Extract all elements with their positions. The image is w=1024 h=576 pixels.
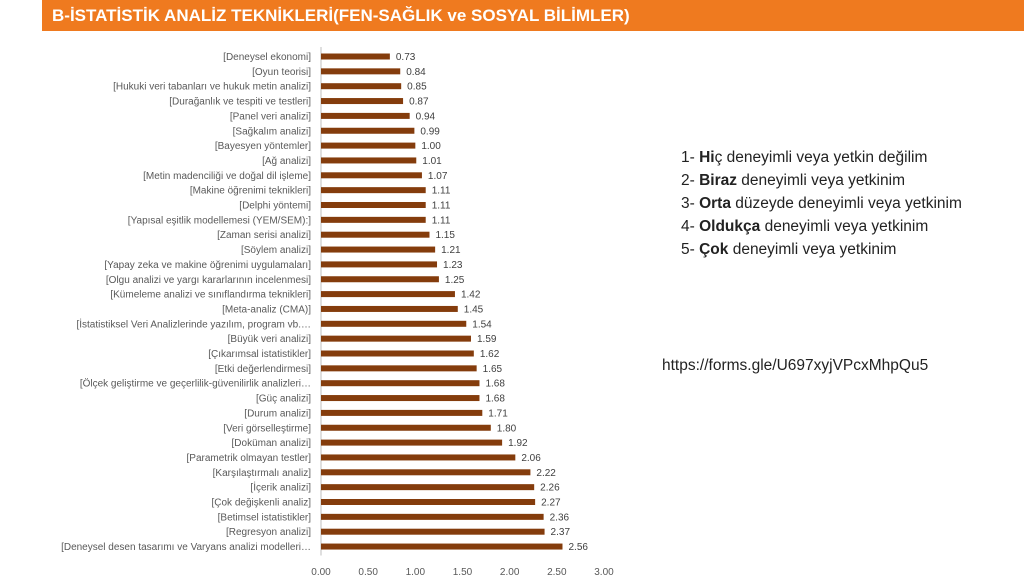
category-label: [Betimsel istatistikler] (217, 512, 311, 524)
category-label: [Makine öğrenimi teknikleri] (189, 185, 311, 197)
data-label: 2.37 (550, 527, 571, 539)
category-label: [Deneysel desen tasarımı ve Varyans analizi modelleri… (61, 542, 311, 554)
x-tick-label: 2.50 (547, 567, 567, 576)
x-tick-label: 1.50 (452, 567, 473, 576)
data-label: 0.87 (409, 96, 429, 108)
bar (321, 113, 410, 119)
bar (321, 351, 474, 357)
category-label: [Güç analizi] (255, 393, 311, 405)
data-label: 1.54 (472, 319, 492, 331)
bar (321, 128, 414, 134)
bar-chart (0, 40, 630, 576)
bar (321, 217, 426, 223)
data-label: 1.68 (485, 393, 505, 405)
bar (321, 202, 426, 208)
bar (321, 291, 455, 297)
data-label: 2.56 (568, 542, 588, 554)
category-label: [Hukuki veri tabanları ve hukuk metin analizi] (113, 81, 311, 93)
legend-item-3: 3- Orta düzeyde deneyimli veya yetkinim (681, 195, 962, 212)
data-label: 1.65 (482, 363, 503, 375)
bar (321, 306, 458, 312)
data-label: 1.21 (441, 245, 461, 257)
category-label: [Delphi yöntemi] (239, 200, 311, 212)
legend-item-5: 5- Çok deneyimli veya yetkinim (681, 241, 897, 258)
bar (321, 187, 426, 193)
category-label: [Durum analizi] (244, 408, 311, 420)
bar (321, 484, 534, 490)
category-label: [Ağ analizi] (262, 155, 311, 167)
bar (321, 83, 401, 89)
page-title: B-İSTATİSTİK ANALİZ TEKNİKLERİ(FEN-SAĞLIK ve SOSYAL BİLİMLER) (52, 6, 630, 25)
data-label: 1.11 (431, 185, 451, 197)
data-label: 1.92 (508, 438, 528, 450)
category-label: [Yapay zeka ve makine öğrenimi uygulamaları] (104, 259, 311, 271)
bar (321, 440, 502, 446)
category-label: [Deneysel ekonomi] (223, 52, 311, 63)
data-label: 1.68 (485, 378, 505, 390)
legend-item-4: 4- Oldukça deneyimli veya yetkinim (681, 218, 929, 235)
data-label: 1.59 (476, 334, 497, 346)
data-label: 1.11 (431, 200, 451, 212)
bar (321, 54, 390, 60)
x-tick-label: 3.00 (594, 567, 614, 576)
category-label: [Etki değerlendirmesi] (214, 363, 311, 375)
data-label: 0.94 (415, 111, 436, 123)
bar (321, 514, 544, 520)
data-label: 1.15 (435, 230, 455, 242)
category-label: [Metin madenciliği ve doğal dil işleme] (143, 170, 311, 182)
x-tick-label: 0.00 (311, 567, 331, 576)
bar (321, 68, 400, 74)
data-label: 0.85 (407, 81, 427, 93)
category-label: [Ölçek geliştirme ve geçerlilik-güvenilirlik analizleri… (79, 378, 311, 390)
category-label: [Meta-analiz (CMA)] (222, 304, 311, 316)
data-label: 1.42 (460, 289, 481, 301)
rating-legend (681, 146, 962, 261)
data-label: 1.23 (443, 259, 463, 271)
category-label: [Sağkalım analizi] (232, 126, 311, 138)
bar (321, 336, 471, 342)
data-label: 1.45 (463, 304, 484, 316)
bar (321, 395, 479, 401)
category-label: [Büyük veri analizi] (227, 334, 311, 346)
data-label: 1.80 (496, 423, 517, 435)
data-label: 2.27 (541, 497, 561, 509)
bar (321, 469, 530, 475)
bar (321, 321, 466, 327)
bar (321, 544, 562, 550)
bar (321, 143, 415, 149)
bar (321, 98, 403, 104)
data-label: 2.22 (536, 467, 556, 479)
category-label: [İstatistiksel Veri Analizlerinde yazılım, program vb.… (76, 319, 311, 331)
category-label: [Regresyon analizi] (225, 527, 311, 539)
bar (321, 247, 435, 253)
category-label: [Panel veri analizi] (229, 111, 311, 123)
data-label: 2.06 (521, 452, 541, 464)
data-label: 1.25 (444, 274, 465, 286)
data-label: 2.26 (540, 482, 560, 494)
x-tick-label: 0.50 (358, 567, 378, 576)
data-label: 1.11 (431, 215, 451, 227)
bar (321, 499, 535, 505)
bar (321, 276, 439, 282)
bar (321, 454, 515, 460)
data-label: 0.84 (406, 66, 426, 78)
category-label: [Doküman analizi] (231, 438, 311, 450)
legend-item-2: 2- Biraz deneyimli veya yetkinim (681, 172, 905, 189)
bar (321, 261, 437, 267)
category-label: [Veri görselleştirme] (223, 423, 311, 435)
data-label: 0.73 (395, 52, 416, 63)
form-link[interactable]: https://forms.gle/U697xyjVPcxMhpQu5 (662, 357, 929, 374)
category-label: [Çıkarımsal istatistikler] (208, 349, 311, 360)
category-label: [Yapısal eşitlik modellemesi (YEM/SEM):] (127, 215, 311, 227)
bar (321, 172, 422, 178)
data-label: 2.36 (549, 512, 570, 524)
data-label: 1.07 (427, 170, 448, 182)
category-label: [Söylem analizi] (240, 245, 311, 257)
bar (321, 365, 477, 371)
category-label: [Kümeleme analizi ve sınıflandırma teknikleri] (110, 289, 311, 301)
category-label: [Oyun teorisi] (252, 66, 311, 78)
category-label: [Karşılaştırmalı analiz] (212, 467, 311, 479)
x-tick-label: 2.00 (499, 567, 520, 576)
x-tick-label: 1.00 (405, 567, 426, 576)
data-label: 1.71 (488, 408, 508, 420)
page-header (42, 0, 1024, 31)
bar (321, 529, 545, 535)
category-label: [Parametrik olmayan testler] (186, 452, 311, 464)
category-label: [Çok değişkenli analiz] (211, 497, 311, 509)
data-label: 1.62 (479, 349, 500, 360)
category-label: [Zaman serisi analizi] (217, 230, 311, 242)
data-label: 1.00 (421, 141, 441, 153)
bar (321, 410, 482, 416)
bar (321, 425, 491, 431)
data-label: 0.99 (420, 126, 440, 138)
category-label: [Bayesyen yöntemler] (214, 141, 311, 153)
bar (321, 380, 479, 386)
category-label: [İçerik analizi] (250, 482, 311, 494)
category-label: [Durağanlık ve tespiti ve testleri] (169, 96, 311, 108)
bar (321, 232, 429, 238)
legend-item-1: 1- Hiç deneyimli veya yetkin değilim (681, 149, 928, 166)
bar (321, 157, 416, 163)
category-label: [Olgu analizi ve yargı kararlarının incelenmesi] (105, 274, 311, 286)
data-label: 1.01 (422, 155, 442, 167)
